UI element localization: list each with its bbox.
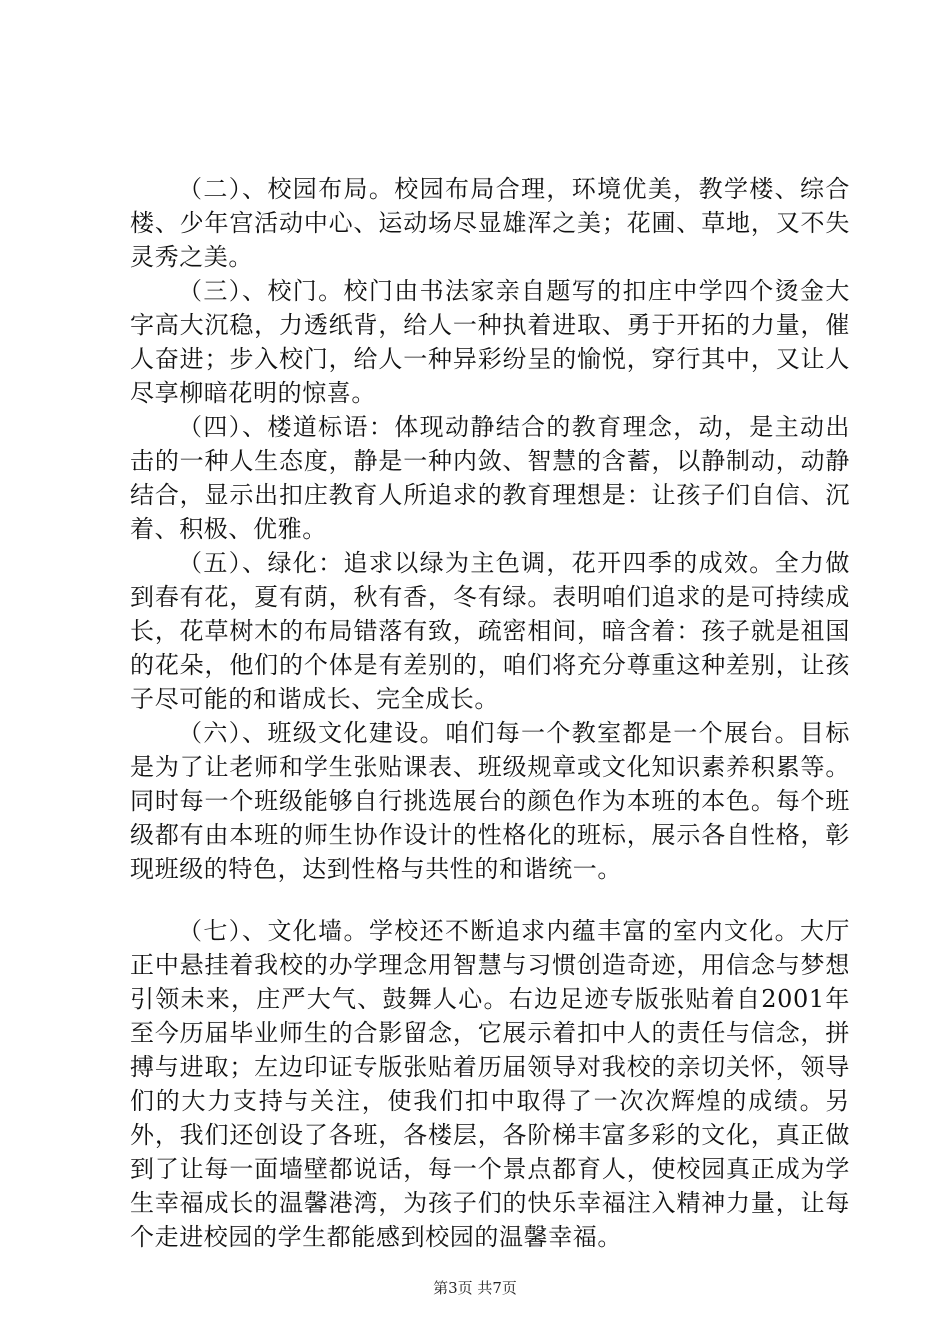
page-number-footer: 第3页 共7页 [433, 1279, 517, 1297]
paragraph-class-culture: （六）、班级文化建设。咱们每一个教室都是一个展台。目标是为了让老师和学生张贴课表、班级规章或文化知识素养积累等。同时每一个班级能够自行挑选展台的颜色作为本班的本色。每个班级都有由本班的师生协作设计的性格化的班标，展示各自性格，彰现班级的特色，达到性格与共性的和谐统一。 [130, 719, 850, 883]
paragraph-campus-layout: （二）、校园布局。校园布局合理，环境优美，教学楼、综合楼、少年宫活动中心、运动场尽显雄浑之美；花圃、草地，又不失灵秀之美。 [130, 175, 850, 271]
paragraph-corridor-slogans: （四）、楼道标语：体现动静结合的教育理念，动，是主动出击的一种人生态度，静是一种内敛、智慧的含蓄，以静制动，动静结合，显示出扣庄教育人所追求的教育理想是：让孩子们自信、沉着、积极、优雅。 [130, 413, 850, 543]
paragraph-school-gate: （三）、校门。校门由书法家亲自题写的扣庄中学四个烫金大字高大沉稳，力透纸背，给人一种执着进取、勇于开拓的力量，催人奋进；步入校门，给人一种异彩纷呈的愉悦，穿行其中，又让人尽享柳暗花明的惊喜。 [130, 277, 850, 407]
paragraph-greening: （五）、绿化：追求以绿为主色调，花开四季的成效。全力做到春有花，夏有荫，秋有香，冬有绿。表明咱们追求的是可持续成长，花草树木的布局错落有致，疏密相间，暗含着：孩子就是祖国的花朵，他们的个体是有差别的，咱们将充分尊重这种差别，让孩子尽可能的和谐成长、完全成长。 [130, 549, 850, 713]
paragraph-culture-wall: （七）、文化墙。学校还不断追求内蕴丰富的室内文化。大厅正中悬挂着我校的办学理念用智慧与习惯创造奇迹，用信念与梦想引领未来，庄严大气、鼓舞人心。右边足迹专版张贴着自2001年至今历届毕业师生的合影留念，它展示着扣中人的责任与信念，拼搏与进取；左边印证专版张贴着历届领导对我校的亲切关怀，领导们的大力支持与关注，使我们扣中取得了一次次辉煌的成绩。另外，我们还创设了各班，各楼层，各阶梯丰富多彩的文化，真正做到了让每一面墙壁都说话，每一个景点都育人，使校园真正成为学生幸福成长的温馨港湾，为孩子们的快乐幸福注入精神力量，让每个走进校园的学生都能感到校园的温馨幸福。 [130, 917, 850, 1251]
document-body [130, 172, 850, 1254]
